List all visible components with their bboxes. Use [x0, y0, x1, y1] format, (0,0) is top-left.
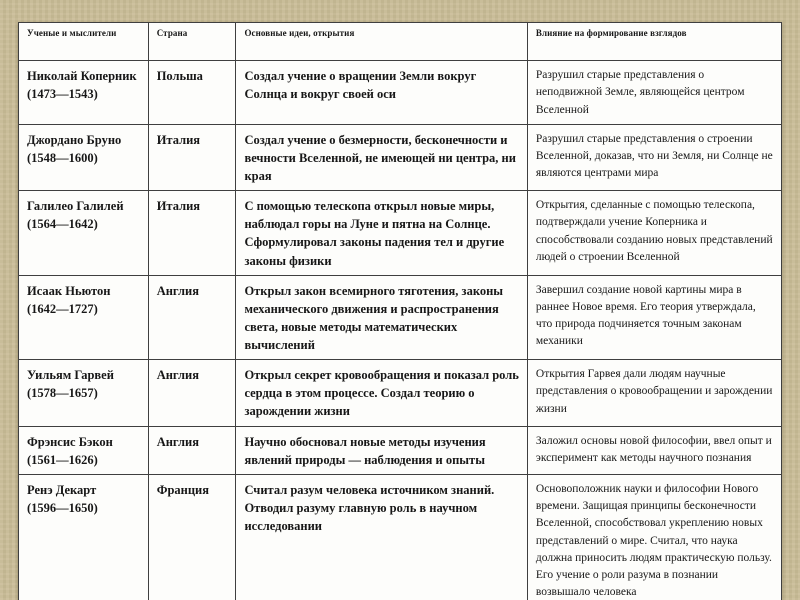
ideas-cell: Считал разум человека источником знаний. Отводил разуму главную роль в научном исследовании	[236, 474, 527, 600]
country-cell: Англия	[148, 426, 236, 474]
ideas-cell: Создал учение о вращении Земли вокруг Солнца и вокруг своей оси	[236, 61, 527, 125]
scientist-years: (1473—1543)	[27, 87, 98, 102]
country-cell: Польша	[148, 61, 236, 125]
scientist-years: (1578—1657)	[27, 386, 98, 401]
ideas-cell: Создал учение о безмерности, бесконечности и вечности Вселенной, не имеющей ни центра, ни края	[236, 124, 527, 190]
table-row	[19, 124, 782, 190]
scientist-name: Уильям Гарвей	[27, 368, 114, 383]
scientist-years: (1596—1650)	[27, 500, 98, 515]
scientist-years: (1548—1600)	[27, 150, 98, 165]
country-cell: Англия	[148, 275, 236, 360]
ideas-cell: С помощью телескопа открыл новые миры, наблюдал горы на Луне и пятна на Солнце. Сформулировал законы падения тел и другие законы физики	[236, 191, 527, 276]
scientist-years: (1561—1626)	[27, 452, 98, 467]
table-row	[19, 426, 782, 474]
scientist-name: Исаак Ньютон	[27, 283, 111, 298]
influence-cell: Завершил создание новой картины мира в раннее Новое время. Его теория утверждала, что природа подчиняется точным законам механики	[527, 275, 781, 360]
header-scientists: Ученые и мыслители	[19, 23, 149, 61]
influence-cell: Основоположник науки и философии Нового времени. Защищая принципы бесконечности Вселенной, способствовал укреплению новых представлений о мире. Считал, что наука должна приносить людям практическую пользу. Его учение о роли разума в познании возвышало человека	[527, 474, 781, 600]
influence-cell: Открытия Гарвея дали людям научные представления о кровообращении и зарождении жизни	[527, 360, 781, 426]
table-row	[19, 474, 782, 600]
header-country: Страна	[148, 23, 236, 61]
scientist-cell	[19, 124, 149, 190]
header-row	[19, 23, 782, 61]
scientist-name: Фрэнсис Бэкон	[27, 434, 113, 449]
scientists-table	[18, 22, 782, 600]
scientist-name: Ренэ Декарт	[27, 482, 97, 497]
scientist-years: (1564—1642)	[27, 217, 98, 232]
scientist-cell	[19, 191, 149, 276]
scientist-name: Николай Коперник	[27, 69, 137, 83]
scientist-cell	[19, 275, 149, 360]
header-ideas: Основные идеи, открытия	[236, 23, 527, 61]
scientist-cell	[19, 61, 149, 125]
table-row	[19, 360, 782, 426]
ideas-cell: Научно обосновал новые методы изучения явлений природы — наблюдения и опыты	[236, 426, 527, 474]
influence-cell: Заложил основы новой философии, ввел опыт и эксперимент как методы научного познания	[527, 426, 781, 474]
scientist-years: (1642—1727)	[27, 301, 98, 316]
scientist-cell	[19, 474, 149, 600]
table-row	[19, 275, 782, 360]
header-influence: Влияние на формирование взглядов	[527, 23, 781, 61]
country-cell: Франция	[148, 474, 236, 600]
table-row	[19, 61, 782, 125]
scientist-cell	[19, 360, 149, 426]
country-cell: Италия	[148, 191, 236, 276]
ideas-cell: Открыл закон всемирного тяготения, законы механического движения и распространения света, новые методы математических вычислений	[236, 275, 527, 360]
country-cell: Италия	[148, 124, 236, 190]
ideas-cell: Открыл секрет кровообращения и показал роль сердца в этом процессе. Создал теорию о зарождении жизни	[236, 360, 527, 426]
scientist-cell	[19, 426, 149, 474]
influence-cell: Разрушил старые представления о неподвижной Земле, являющейся центром Вселенной	[527, 61, 781, 125]
influence-cell: Открытия, сделанные с помощью телескопа, подтверждали учение Коперника и способствовали созданию новых представлений людей о строении Вселенной	[527, 191, 781, 276]
country-cell: Англия	[148, 360, 236, 426]
scientist-name: Джордано Бруно	[27, 132, 122, 147]
scientist-name: Галилео Галилей	[27, 199, 124, 214]
table-row	[19, 191, 782, 276]
influence-cell: Разрушил старые представления о строении Вселенной, доказав, что ни Земля, ни Солнце не являются центрами мира	[527, 124, 781, 190]
